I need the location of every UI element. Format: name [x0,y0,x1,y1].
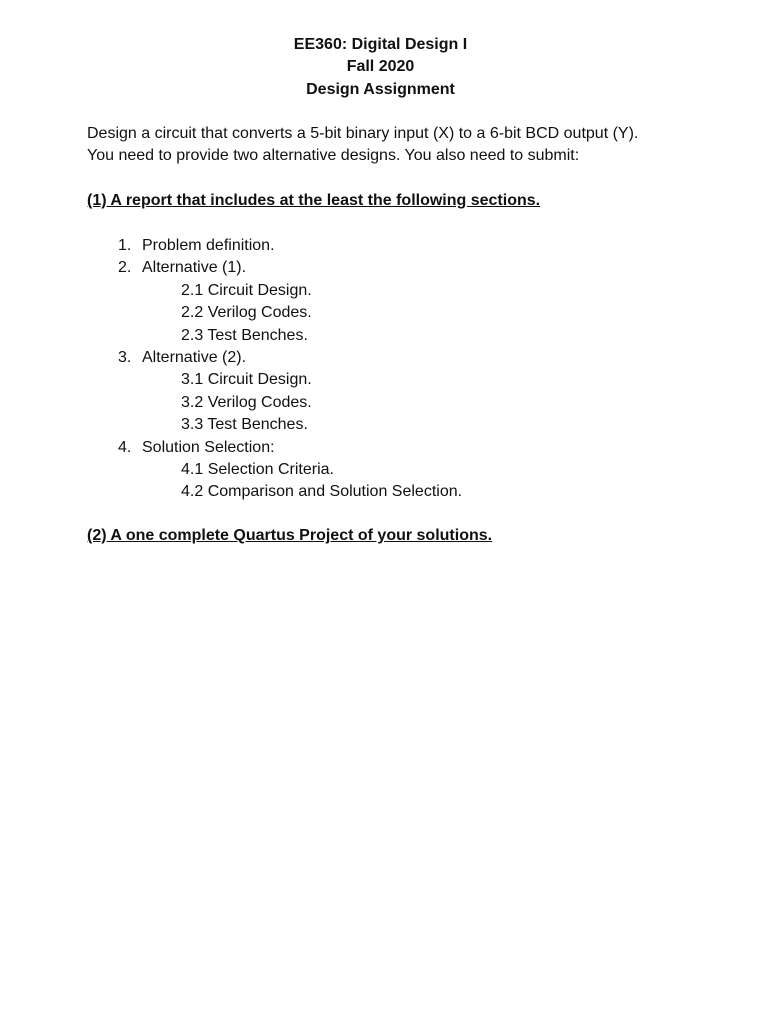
section-2-heading: (2) A one complete Quartus Project of your solutions. [87,527,493,544]
outline-subitem-3-2: 3.2 Verilog Codes. [181,393,312,411]
outline-item-3 [118,347,678,369]
outline-item-1 [118,235,678,257]
section-1-heading: (1) A report that includes at the least the following sections. [87,192,541,209]
outline-item-label: Problem definition. [142,237,275,254]
outline-item-4 [118,437,678,459]
intro-line-2: You need to provide two alternative designs. You also need to submit: [87,147,580,165]
outline-item-label: Alternative (1). [142,259,247,277]
outline-subitem-2-1: 2.1 Circuit Design. [181,281,312,299]
intro-paragraph [87,123,727,168]
outline-item-label: Solution Selection: [142,438,275,456]
intro-line-1: Design a circuit that converts a 5-bit binary input (X) to a 6-bit BCD output (Y). [87,125,639,142]
outline-item-number: 1. [118,237,132,254]
outline-subitem-4-1: 4.1 Selection Criteria. [181,460,334,478]
report-outline [118,235,678,504]
outline-subitem-3-1: 3.1 Circuit Design. [181,371,312,389]
document-header [0,34,761,101]
term: Fall 2020 [346,58,415,76]
outline-item-number: 3. [118,348,132,366]
outline-item-number: 2. [118,259,132,277]
outline-subitem-3-3: 3.3 Test Benches. [181,416,308,434]
assignment-title: Design Assignment [306,80,455,98]
outline-subitem-2-3: 2.3 Test Benches. [181,326,308,344]
outline-subitem-2-2: 2.2 Verilog Codes. [181,304,312,322]
outline-item-label: Alternative (2). [142,348,247,366]
outline-item-2 [118,257,678,279]
course-title: EE360: Digital Design I [293,36,468,53]
outline-item-number: 4. [118,438,132,456]
outline-subitem-4-2: 4.2 Comparison and Solution Selection. [181,483,463,501]
